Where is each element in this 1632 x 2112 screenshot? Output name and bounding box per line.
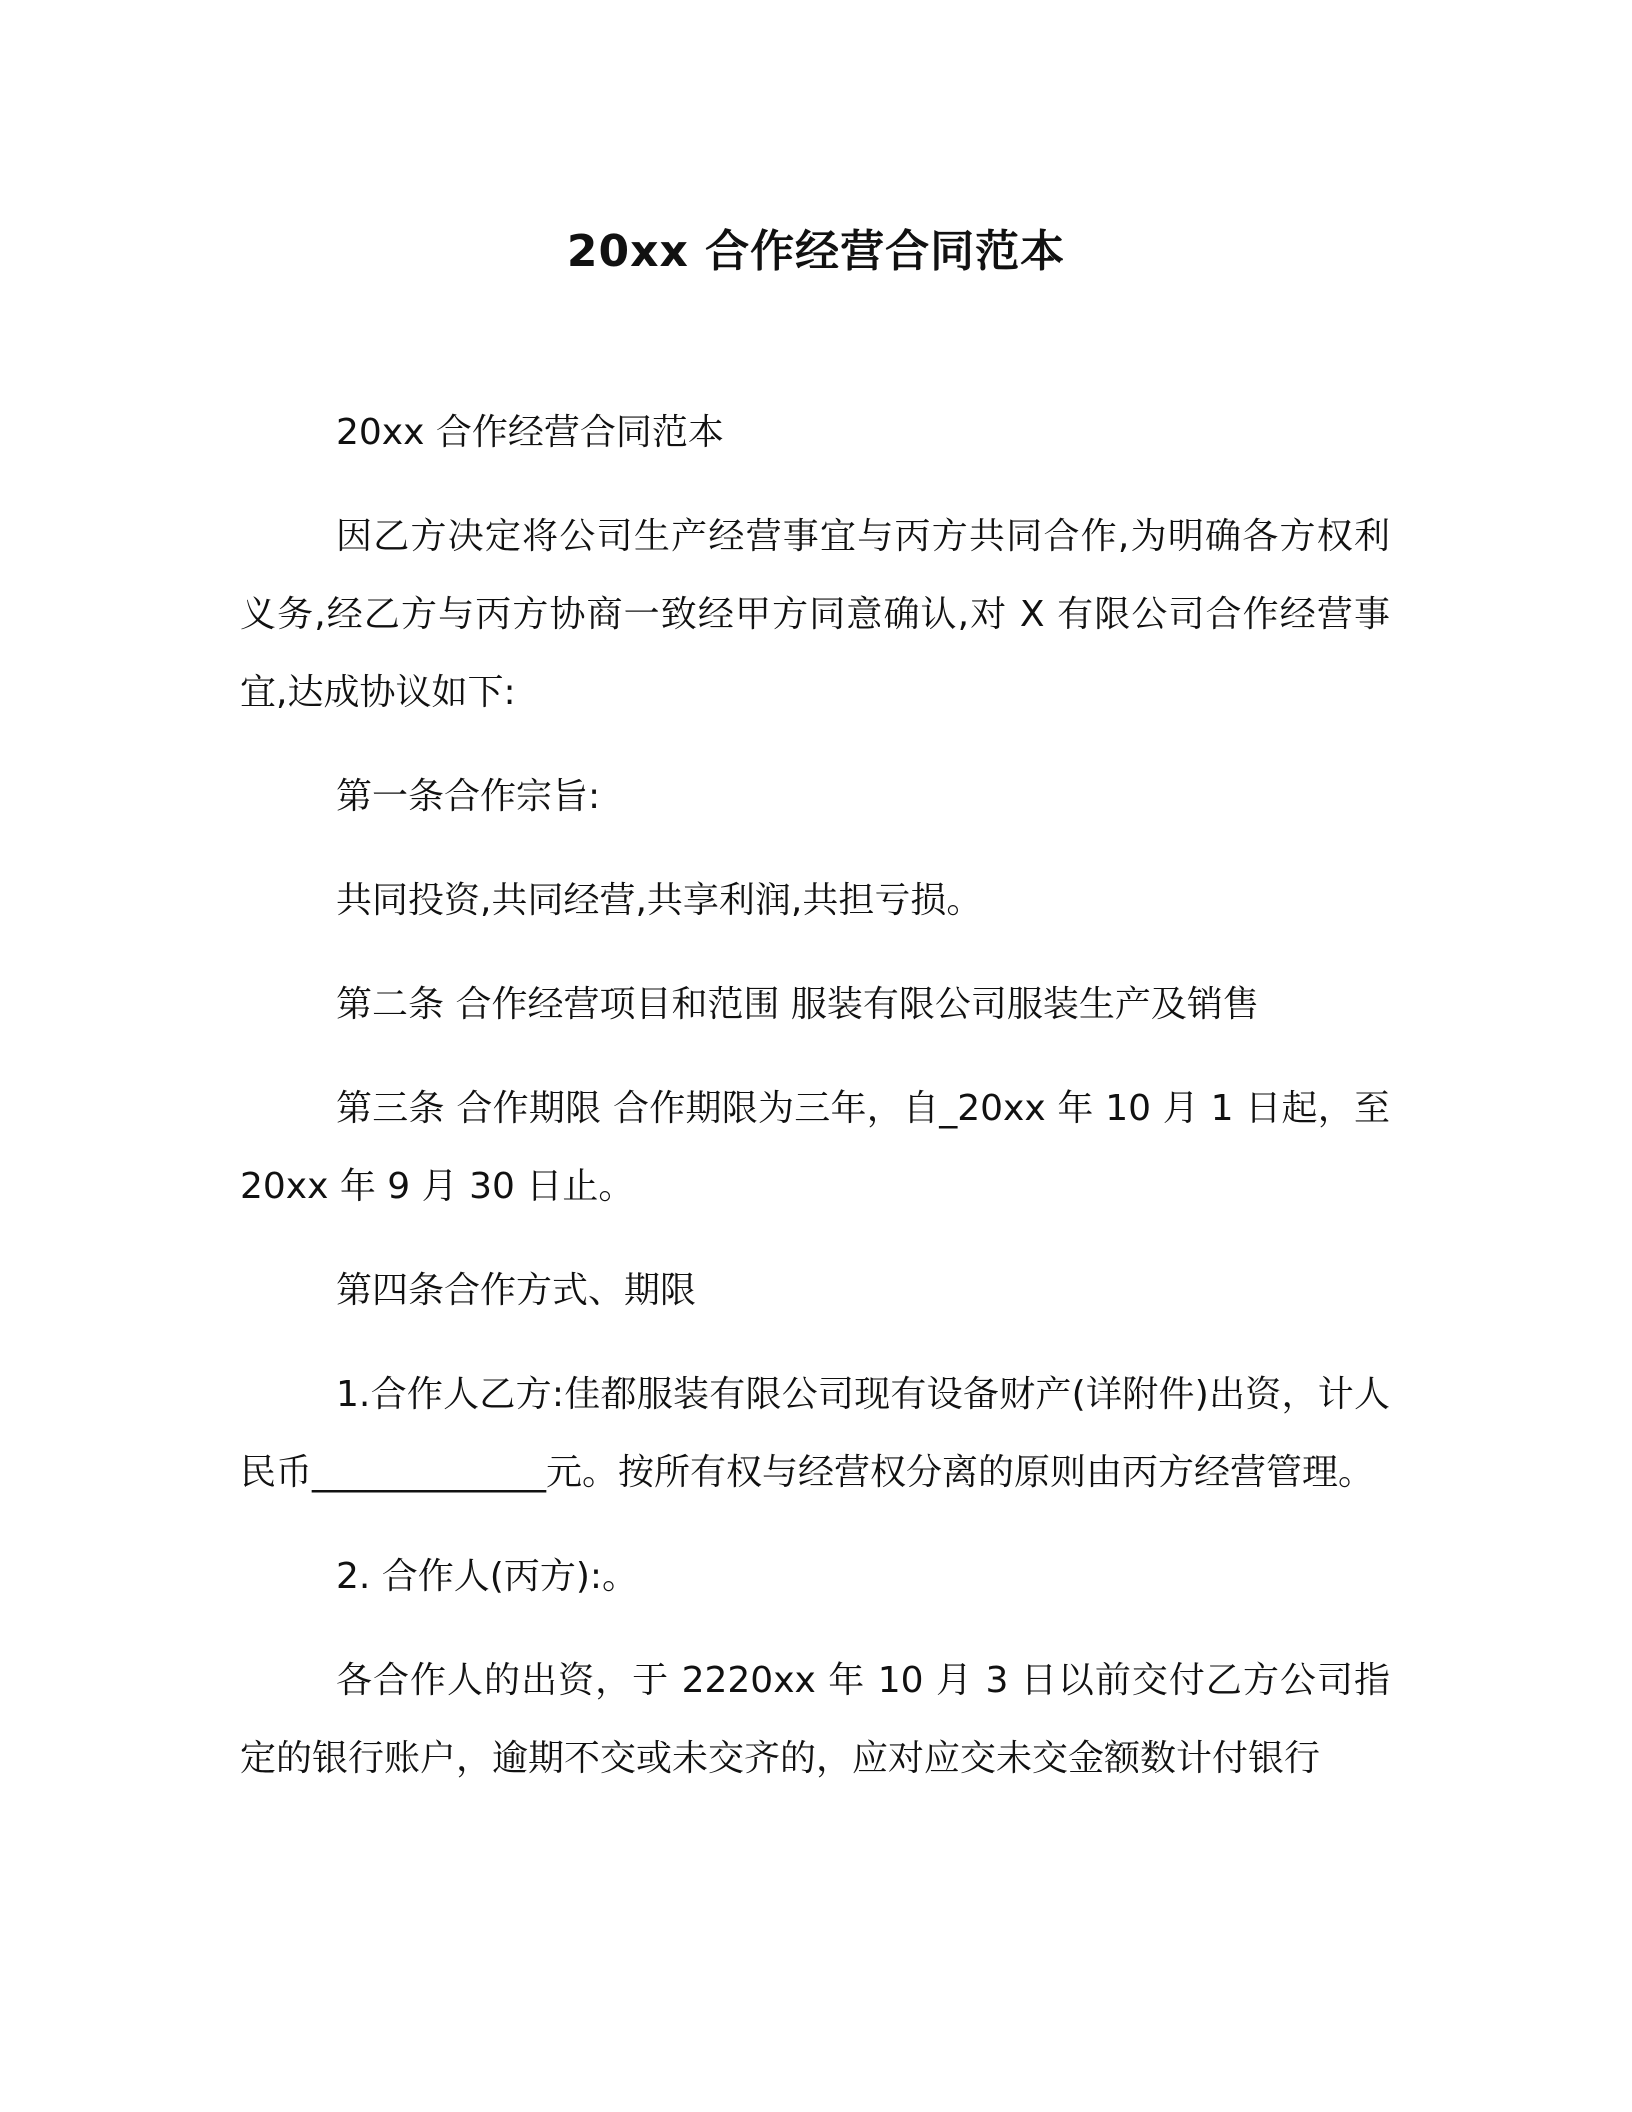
paragraph-preamble: 因乙方决定将公司生产经营事宜与丙方共同合作,为明确各方权利义务,经乙方与丙方协商一致经甲方同意确认,对 X 有限公司合作经营事宜,达成协议如下: [240,516,1390,713]
document-body [240,394,1390,1824]
document-title: 20xx 合作经营合同范本 [566,226,1066,277]
paragraph-article-4-item-1: 1.合作人乙方:佳都服装有限公司现有设备财产(详附件)出资，计人民币_____________元。按所有权与经营权分离的原则由丙方经营管理。 [240,1374,1390,1493]
paragraph-article-4-heading: 第四条合作方式、期限 [336,1270,697,1311]
paragraph-article-2: 第二条 合作经营项目和范围 服装有限公司服装生产及销售 [336,984,1259,1025]
paragraph-article-4-item-2: 2. 合作人(丙方):。 [336,1556,639,1597]
paragraph-contribution-terms: 各合作人的出资，于 2220xx 年 10 月 3 日以前交付乙方公司指定的银行账户，逾期不交或未交齐的，应对应交未交金额数计付银行 [240,1660,1390,1779]
paragraph-article-1-heading: 第一条合作宗旨: [336,776,601,817]
paragraph-article-1-body: 共同投资,共同经营,共享利润,共担亏损。 [336,880,983,921]
paragraph-article-3: 第三条 合作期限 合作期限为三年，自_20xx 年 10 月 1 日起，至20xx 年 9 月 30 日止。 [240,1088,1390,1207]
paragraph-subtitle: 20xx 合作经营合同范本 [336,412,724,453]
